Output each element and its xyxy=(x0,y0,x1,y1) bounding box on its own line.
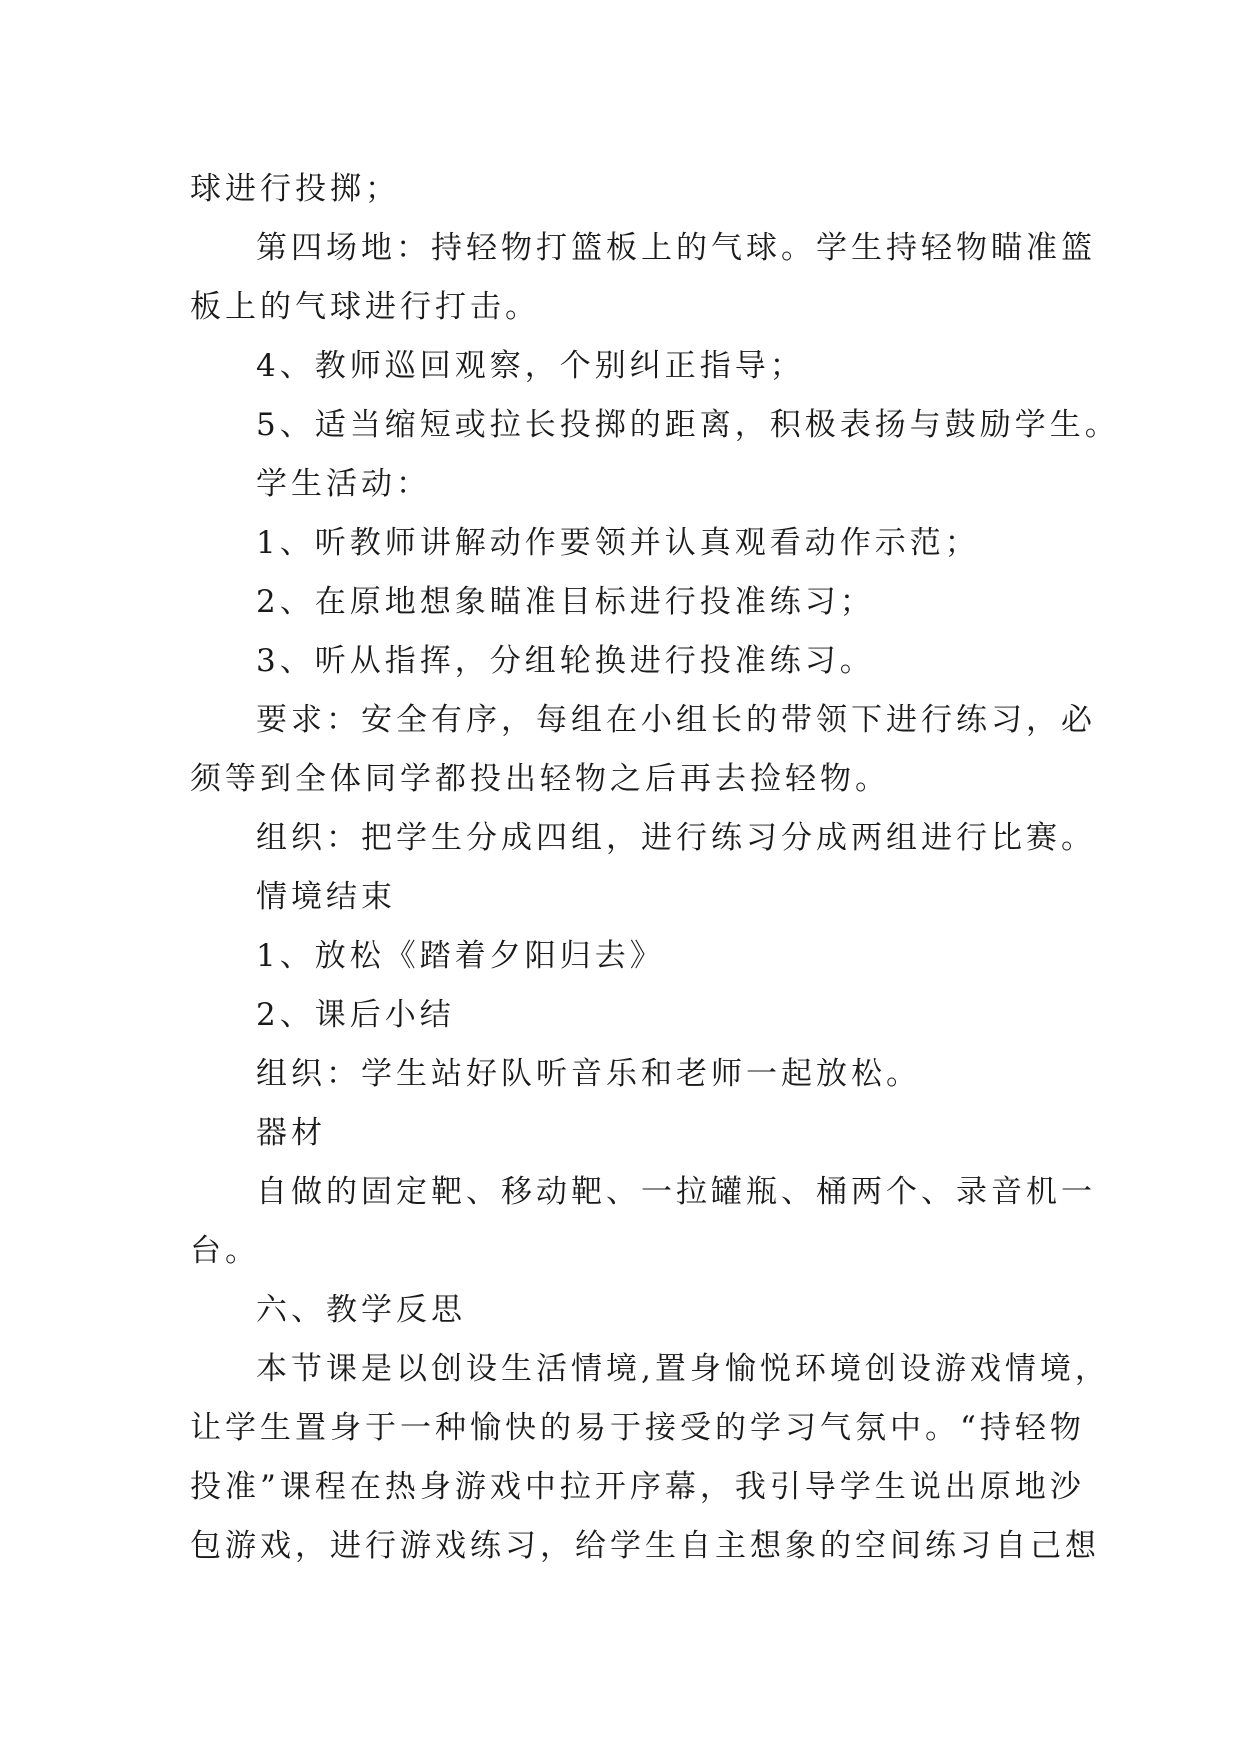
text-line: 球进行投掷； xyxy=(190,171,400,207)
text-line: 4、教师巡回观察，个别纠正指导； xyxy=(256,348,805,384)
text-line: 组织：把学生分成四组，进行练习分成两组进行比赛。 xyxy=(256,820,1096,856)
section-heading: 六、教学反思 xyxy=(256,1292,466,1328)
text-line: 板上的气球进行打击。 xyxy=(190,289,540,325)
text-line: 第四场地：持轻物打篮板上的气球。学生持轻物瞄准篮 xyxy=(256,230,1096,266)
text-line: 组织：学生站好队听音乐和老师一起放松。 xyxy=(256,1056,921,1092)
text-line: 2、在原地想象瞄准目标进行投准练习； xyxy=(256,584,875,620)
text-line: 台。 xyxy=(190,1233,260,1269)
document-body xyxy=(190,160,1120,1576)
text-line: 让学生置身于一种愉快的易于接受的学习气氛中。“持轻物 xyxy=(190,1410,1085,1446)
text-line: 5、适当缩短或拉长投掷的距离，积极表扬与鼓励学生。 xyxy=(256,407,1120,443)
text-line: 须等到全体同学都投出轻物之后再去捡轻物。 xyxy=(190,761,890,797)
text-line: 1、放松《踏着夕阳归去》 xyxy=(256,938,665,974)
text-line: 包游戏，进行游戏练习，给学生自主想象的空间练习自己想 xyxy=(190,1528,1100,1564)
text-line: 2、课后小结 xyxy=(256,997,455,1033)
text-line: 学生活动： xyxy=(256,466,431,502)
text-line: 自做的固定靶、移动靶、一拉罐瓶、桶两个、录音机一 xyxy=(256,1174,1096,1210)
text-line: 要求：安全有序，每组在小组长的带领下进行练习，必 xyxy=(256,702,1096,738)
section-heading: 情境结束 xyxy=(256,879,396,915)
text-line: 3、听从指挥，分组轮换进行投准练习。 xyxy=(256,643,875,679)
text-line: 1、听教师讲解动作要领并认真观看动作示范； xyxy=(256,525,980,561)
section-heading: 器材 xyxy=(256,1115,326,1151)
text-line: 投准”课程在热身游戏中拉开序幕，我引导学生说出原地沙 xyxy=(190,1469,1085,1505)
text-line: 本节课是以创设生活情境,置身愉悦环境创设游戏情境， xyxy=(256,1351,1110,1387)
